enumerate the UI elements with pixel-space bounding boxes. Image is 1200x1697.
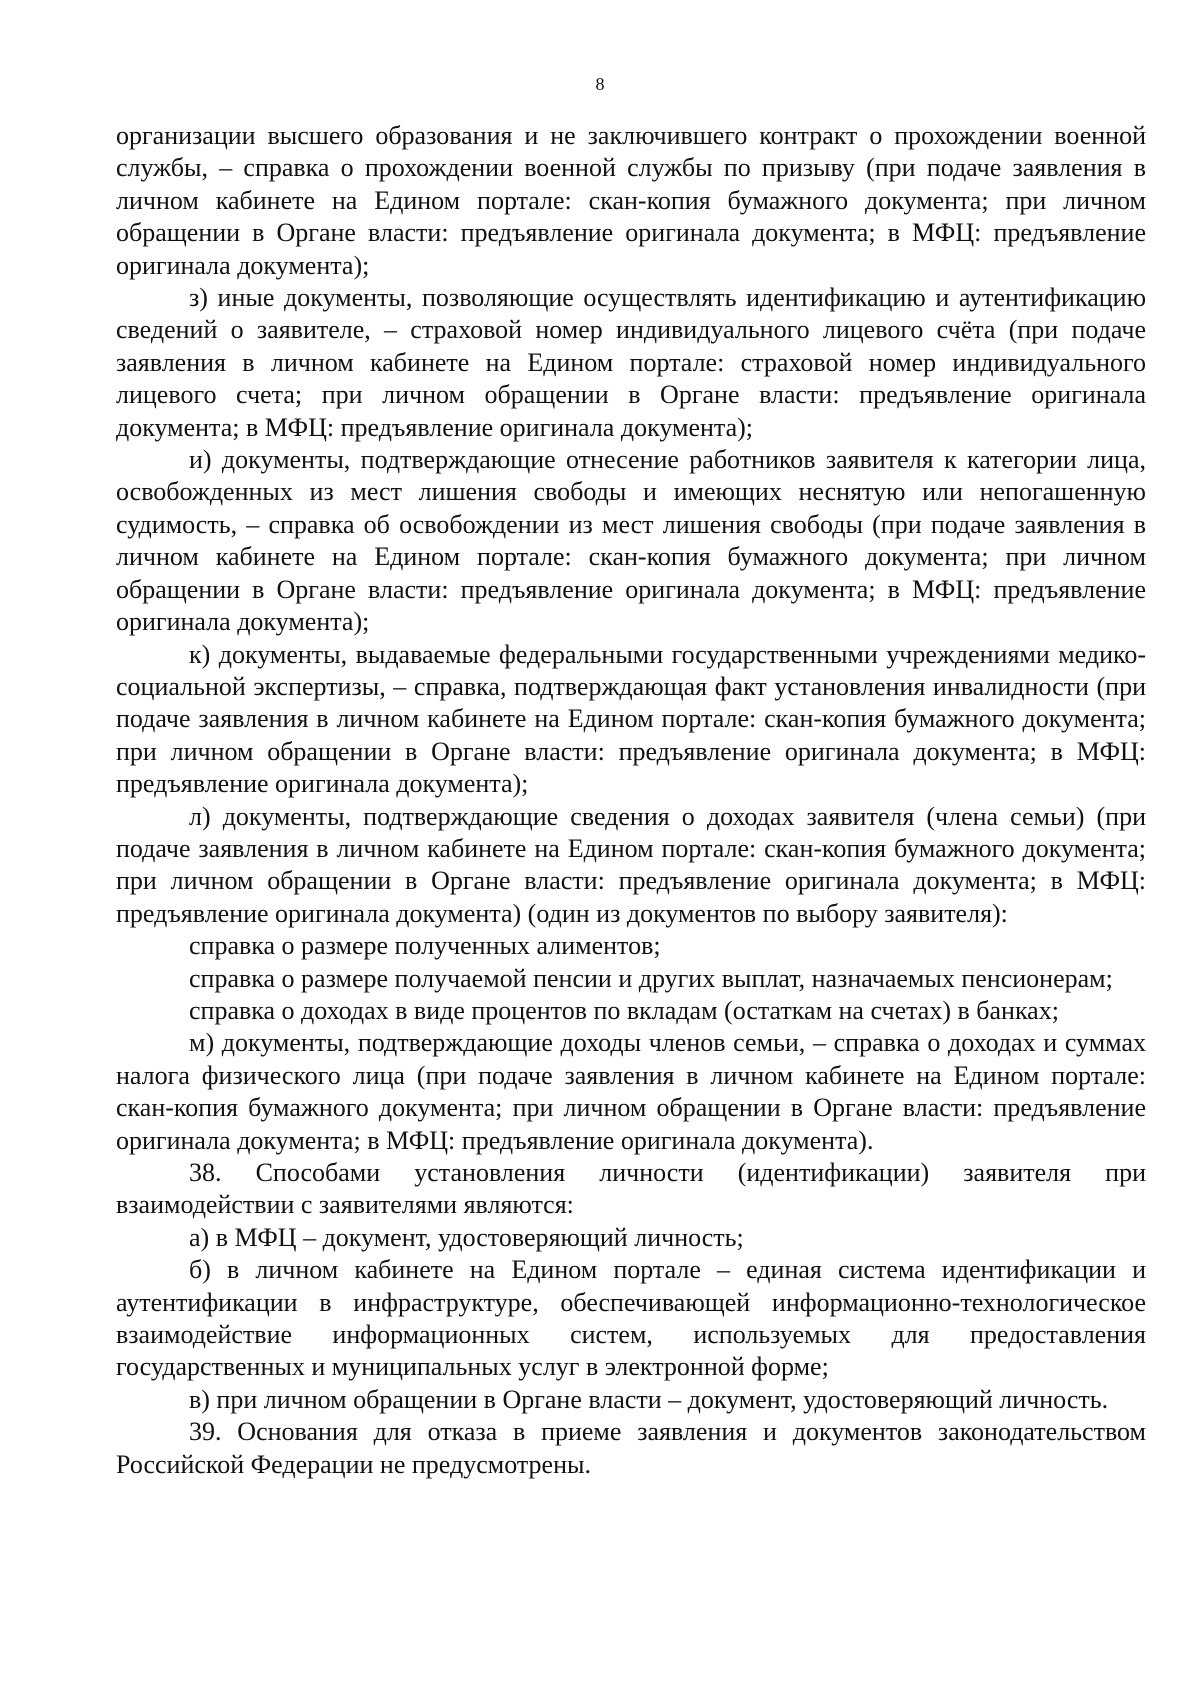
- paragraph-38-a: а) в МФЦ – документ, удостоверяющий личность;: [189, 1222, 744, 1252]
- paragraph-38: 38. Способами установления личности (идентификации) заявителя при взаимодействии с заявителями являются:: [116, 1158, 1146, 1220]
- paragraph-39: 39. Основания для отказа в приеме заявления и документов законодательством Российской Федерации не предусмотрены.: [116, 1417, 1146, 1479]
- paragraph-alimony-certificate: справка о размере полученных алиментов;: [189, 931, 661, 961]
- paragraph-item-k: к) документы, выдаваемые федеральными государственными учреждениями медико-социальной экспертизы, – справка, подтверждающая факт установления инвалидности (при подаче заявления в личном кабинете на Едином портале: скан-копия бумажного документа; при личном обращении в Органе власти: предъявление оригинала документа; в МФЦ: предъявление оригинала документа);: [116, 639, 1146, 799]
- paragraph-deposit-income-certificate: справка о доходах в виде процентов по вкладам (остаткам на счетах) в банках;: [189, 995, 1059, 1025]
- page-number: 8: [595, 74, 605, 94]
- paragraph-38-v: в) при личном обращении в Органе власти – документ, удостоверяющий личность.: [189, 1384, 1109, 1414]
- paragraph-item-m: м) документы, подтверждающие доходы членов семьи, – справка о доходах и суммах налога физического лица (при подаче заявления в личном кабинете на Едином портале: скан-копия бумажного документа; при личном обращении в Органе власти: предъявление оригинала документа; в МФЦ: предъявление оригинала документа).: [116, 1028, 1146, 1155]
- paragraph-38-b: б) в личном кабинете на Едином портале – единая система идентификации и аутентификации в инфраструктуре, обеспечивающей информационно-технологическое взаимодействие информационных систем, используемых для предоставления государственных и муниципальных услуг в электронной форме;: [116, 1255, 1146, 1382]
- paragraph-pension-certificate: справка о размере получаемой пенсии и других выплат, назначаемых пенсионерам;: [189, 963, 1113, 993]
- paragraph-item-i: и) документы, подтверждающие отнесение работников заявителя к категории лица, освобожденных из мест лишения свободы и имеющих неснятую или непогашенную судимость, – справка об освобождении из мест лишения свободы (при подаче заявления в личном кабинете на Едином портале: скан-копия бумажного документа; при личном обращении в Органе власти: предъявление оригинала документа; в МФЦ: предъявление оригинала документа);: [116, 445, 1146, 637]
- paragraph-continuation: организации высшего образования и не заключившего контракт о прохождении военной службы, – справка о прохождении военной службы по призыву (при подаче заявления в личном кабинете на Едином портале: скан-копия бумажного документа; при личном обращении в Органе власти: предъявление оригинала документа; в МФЦ: предъявление оригинала документа);: [116, 121, 1146, 280]
- paragraph-item-z: з) иные документы, позволяющие осуществлять идентификацию и аутентификацию сведений о заявителе, – страховой номер индивидуального лицевого счёта (при подаче заявления в личном кабинете на Едином портале: страховой номер индивидуального лицевого счета; при личном обращении в Органе власти: предъявление оригинала документа; в МФЦ: предъявление оригинала документа);: [116, 283, 1146, 442]
- document-body: [116, 120, 1146, 1481]
- paragraph-item-l: л) документы, подтверждающие сведения о доходах заявителя (члена семьи) (при подаче заявления в личном кабинете на Едином портале: скан-копия бумажного документа; при личном обращении в Органе власти: предъявление оригинала документа; в МФЦ: предъявление оригинала документа) (один из документов по выбору заявителя):: [116, 801, 1146, 928]
